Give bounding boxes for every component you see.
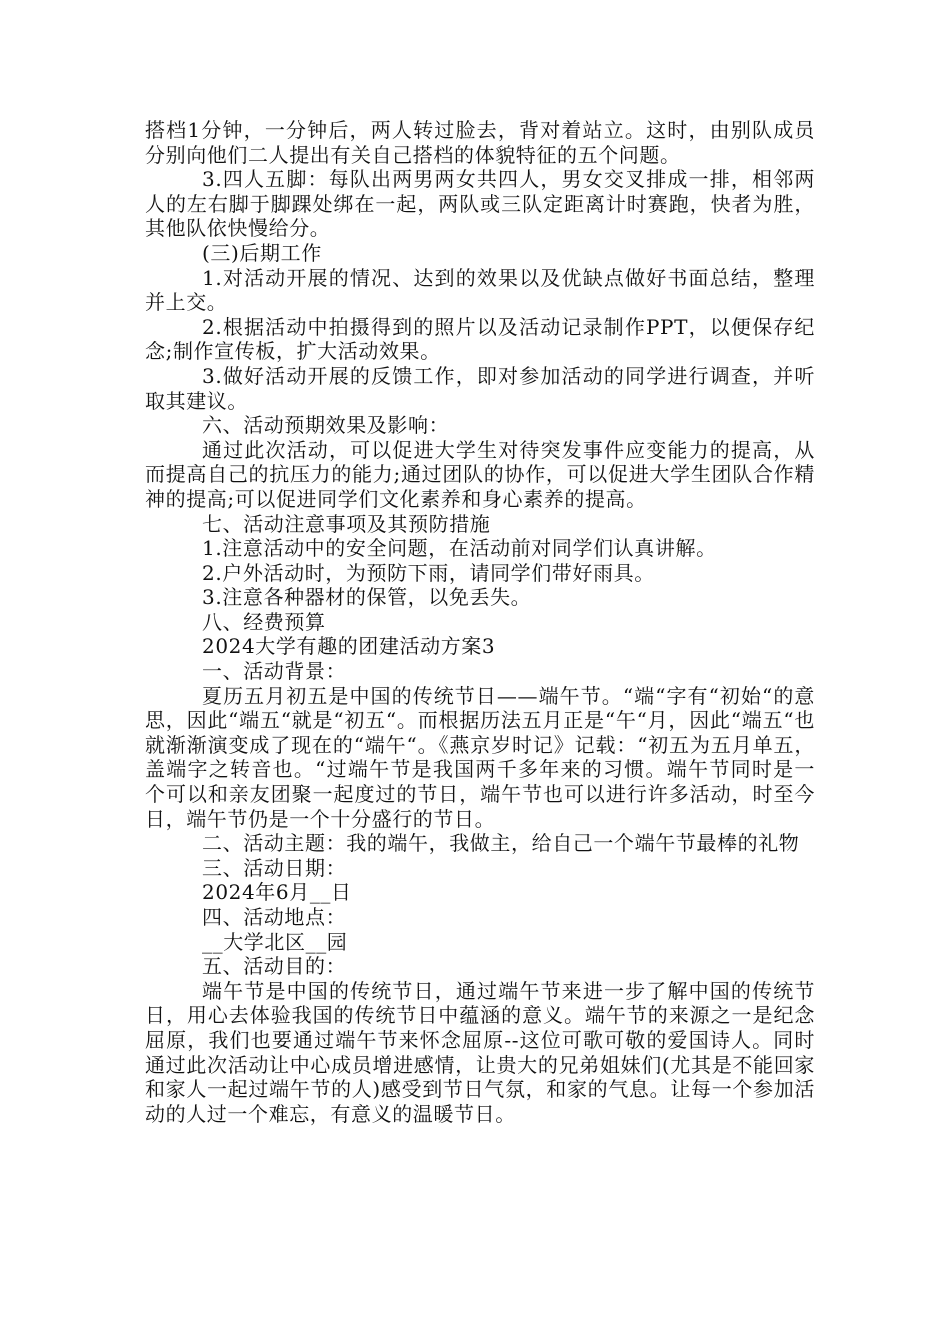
section-heading: (三)后期工作 — [202, 240, 322, 265]
paragraph: 2.根据活动中拍摄得到的照片以及活动记录制作PPT，以便保存纪念;制作宣传板，扩大活动效果。 — [145, 314, 815, 364]
paragraph: 通过此次活动，可以促进大学生对待突发事件应变能力的提高，从而提高自己的抗压力的能力;通过团队的协作，可以促进大学生团队合作精神的提高;可以促进同学们文化素养和身心素养的提高。 — [145, 437, 815, 511]
paragraph: 1.注意活动中的安全问题，在活动前对同学们认真讲解。 — [202, 536, 717, 561]
section-heading: 一、活动背景： — [202, 659, 347, 684]
section-heading: 四、活动地点： — [202, 905, 347, 929]
document-title: 2024大学有趣的团建活动方案3 — [202, 634, 496, 659]
section-heading: 三、活动日期： — [202, 855, 347, 880]
section-heading: 二、活动主题：我的端午，我做主，给自己一个端午节最棒的礼物 — [202, 831, 800, 856]
paragraph: 2024年6月__日 — [202, 880, 352, 905]
paragraph: 3.四人五脚：每队出两男两女共四人，男女交叉排成一排，相邻两人的左右脚于脚踝处绑在一起，两队或三队定距离计时赛跑，快者为胜，其他队依快慢给分。 — [145, 167, 815, 241]
section-heading: 五、活动目的： — [202, 954, 347, 979]
paragraph: 搭档1分钟，一分钟后，两人转过脸去，背对着站立。这时，由别队成员分别向他们二人提出有关自己搭档的体貌特征的五个问题。 — [145, 118, 815, 167]
paragraph: __大学北区__园 — [202, 929, 348, 954]
paragraph: 1.对活动开展的情况、达到的效果以及优缺点做好书面总结，整理并上交。 — [145, 265, 815, 315]
paragraph: 3.注意各种器材的保管，以免丢失。 — [202, 585, 532, 610]
paragraph: 夏历五月初五是中国的传统节日——端午节。“端“字有“初始“的意思，因此“端五“就是“初五“。而根据历法五月正是“午“月，因此“端五“也就渐渐演变成了现在的“端午“。《燕京岁时记》记载：“初五为五月单五，盖端字之转音也。“过端午节是我国两千多年来的习惯。端午节同时是一个可以和亲友团聚一起度过的节日，端午节也可以进行许多活动，时至今日，端午节仍是一个十分盛行的节日。 — [145, 683, 815, 831]
paragraph: 端午节是中国的传统节日，通过端午节来进一步了解中国的传统节日，用心去体验我国的传统节日中蕴涵的意义。端午节的来源之一是纪念屈原，我们也要通过端午节来怀念屈原--这位可歌可敬的爱国诗人。同时通过此次活动让中心成员增进感情，让贵大的兄弟姐妹们(尤其是不能回家和家人一起过端午节的人)感受到节日气氛，和家的气息。让每一个参加活动的人过一个难忘，有意义的温暖节日。 — [145, 978, 815, 1126]
paragraph: 3.做好活动开展的反馈工作，即对参加活动的同学进行调查，并听取其建议。 — [145, 363, 815, 413]
document-page — [145, 118, 815, 1126]
section-heading: 七、活动注意事项及其预防措施 — [202, 511, 491, 536]
section-heading: 八、经费预算 — [202, 609, 326, 634]
paragraph: 2.户外活动时，为预防下雨，请同学们带好雨具。 — [202, 560, 655, 585]
section-heading: 六、活动预期效果及影响： — [202, 413, 450, 438]
